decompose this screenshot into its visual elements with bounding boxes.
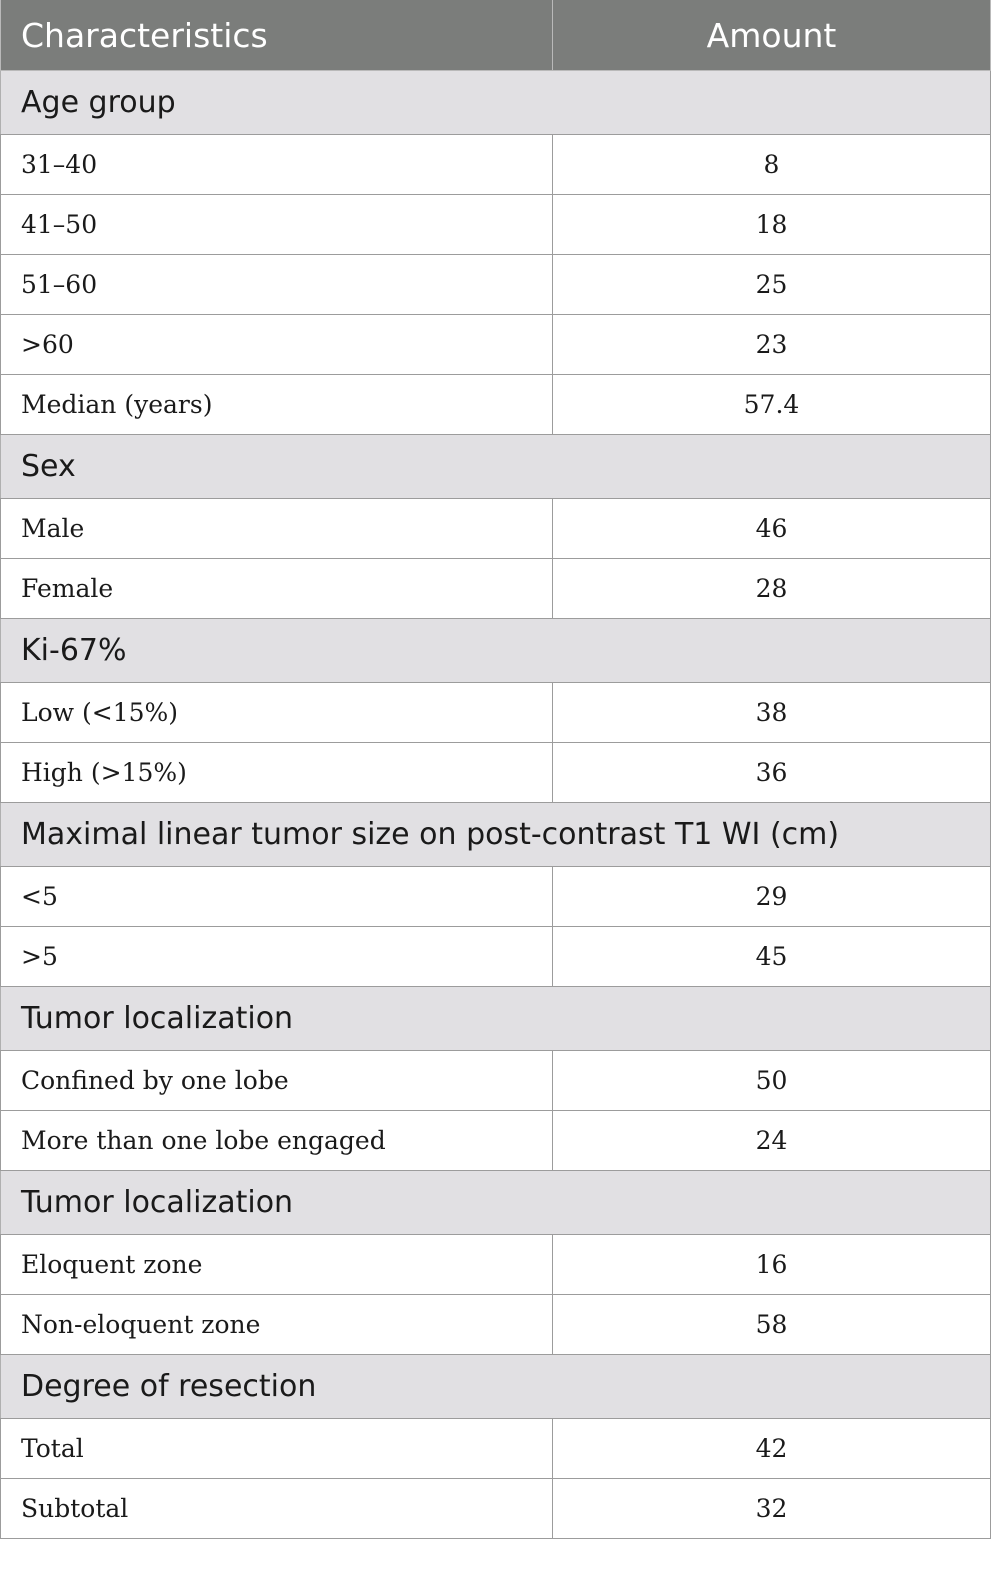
row-value: 46 [553,499,991,559]
table-row [1,255,991,315]
group-header-row [1,619,991,683]
row-label: <5 [1,867,553,927]
row-label: Eloquent zone [1,1235,553,1295]
row-label: 31–40 [1,135,553,195]
row-label: >5 [1,927,553,987]
table-row [1,1419,991,1479]
row-label: Male [1,499,553,559]
header-characteristics: Characteristics [1,0,553,71]
group-title: Age group [1,71,991,135]
table-row [1,927,991,987]
group-header-row [1,435,991,499]
group-header-row [1,987,991,1051]
table-body [1,71,991,1539]
table-row [1,867,991,927]
row-value: 42 [553,1419,991,1479]
group-title: Tumor localization [1,1171,991,1235]
row-label: 41–50 [1,195,553,255]
table-header [1,0,991,71]
group-header-row [1,1355,991,1419]
row-label: Subtotal [1,1479,553,1539]
row-value: 45 [553,927,991,987]
row-value: 58 [553,1295,991,1355]
row-value: 36 [553,743,991,803]
row-label: High (>15%) [1,743,553,803]
table-row [1,559,991,619]
row-value: 25 [553,255,991,315]
header-row [1,0,991,71]
row-label: >60 [1,315,553,375]
row-label: More than one lobe engaged [1,1111,553,1171]
group-header-row [1,1171,991,1235]
row-value: 18 [553,195,991,255]
row-label: Median (years) [1,375,553,435]
group-header-row [1,803,991,867]
table-row [1,743,991,803]
header-amount: Amount [553,0,991,71]
row-value: 16 [553,1235,991,1295]
table-row [1,135,991,195]
table-row [1,375,991,435]
group-title: Sex [1,435,991,499]
row-label: Low (<15%) [1,683,553,743]
row-label: Female [1,559,553,619]
row-value: 8 [553,135,991,195]
row-value: 38 [553,683,991,743]
table-row [1,683,991,743]
table-row [1,1111,991,1171]
table-row [1,1051,991,1111]
row-value: 28 [553,559,991,619]
table-row [1,1235,991,1295]
row-value: 57.4 [553,375,991,435]
table-row [1,1295,991,1355]
table-row [1,1479,991,1539]
row-label: Total [1,1419,553,1479]
table-row [1,499,991,559]
group-title: Maximal linear tumor size on post-contrast T1 WI (cm) [1,803,991,867]
row-value: 23 [553,315,991,375]
row-label: Non-eloquent zone [1,1295,553,1355]
group-header-row [1,71,991,135]
row-value: 50 [553,1051,991,1111]
row-value: 32 [553,1479,991,1539]
row-value: 29 [553,867,991,927]
row-label: 51–60 [1,255,553,315]
group-title: Tumor localization [1,987,991,1051]
row-label: Confined by one lobe [1,1051,553,1111]
table-row [1,315,991,375]
group-title: Degree of resection [1,1355,991,1419]
row-value: 24 [553,1111,991,1171]
group-title: Ki-67% [1,619,991,683]
table-row [1,195,991,255]
